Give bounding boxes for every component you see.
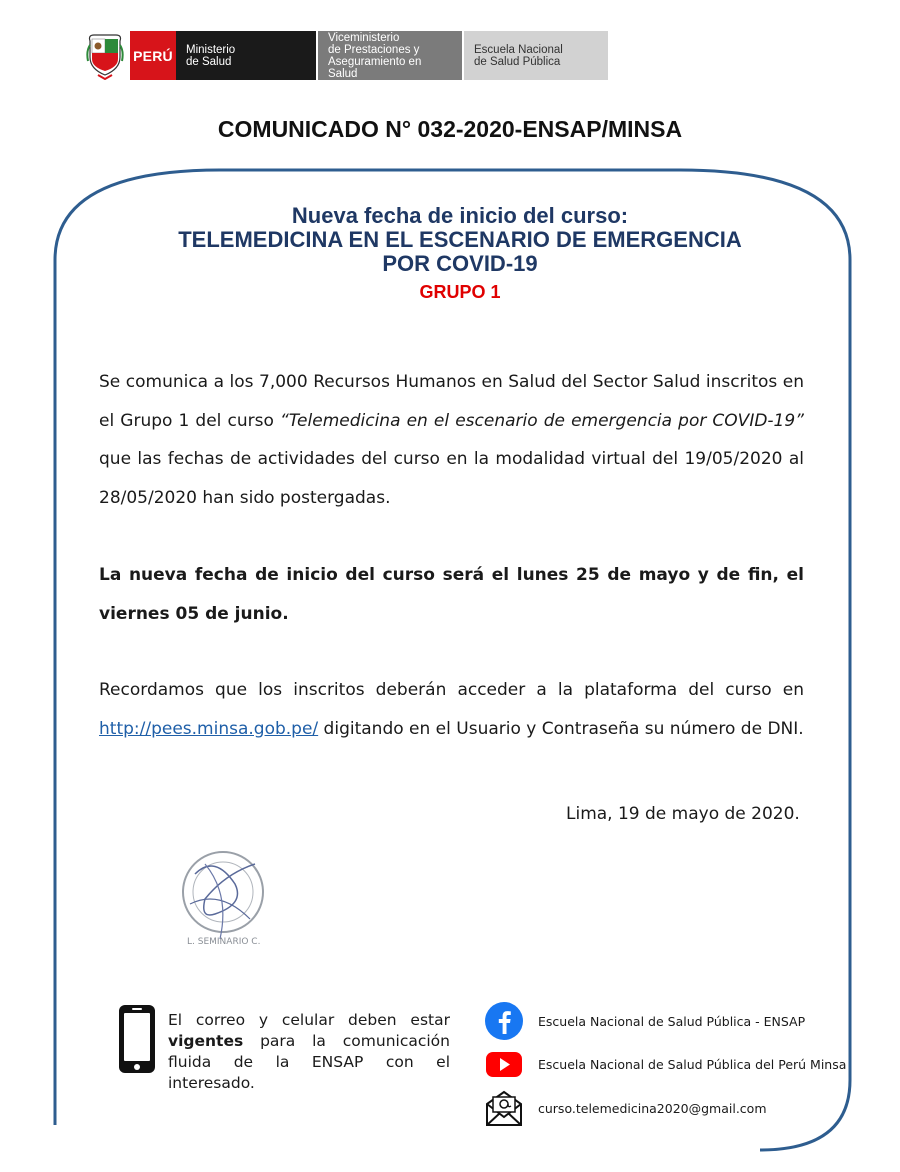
email-contact	[484, 1088, 767, 1128]
ministerio-logo: Ministerio de Salud	[176, 31, 316, 80]
header-logos	[86, 31, 608, 80]
title-line-1: Nueva fecha de inicio del curso:	[291, 203, 629, 228]
email-icon[interactable]	[484, 1088, 524, 1128]
youtube-label[interactable]: Escuela Nacional de Salud Pública del Perú Minsa	[538, 1056, 847, 1072]
email-address[interactable]: curso.telemedicina2020@gmail.com	[538, 1100, 767, 1116]
youtube-icon[interactable]	[484, 1044, 524, 1084]
paragraph-announcement: Se comunica a los 7,000 Recursos Humanos en Salud del Sector Salud inscritos en el Grupo 1 del curso “Telemedicina en el escenario de emergencia por COVID-19” que las fechas de actividades del curso en la modalidad virtual del 19/05/2020 al 28/05/2020 han sido postergadas.	[99, 372, 804, 508]
youtube-contact	[484, 1044, 846, 1084]
facebook-label[interactable]: Escuela Nacional de Salud Pública - ENSAP	[538, 1013, 806, 1029]
title-block	[70, 204, 850, 303]
date-signature: Lima, 19 de mayo de 2020.	[566, 804, 800, 824]
grupo-label: GRUPO 1	[419, 282, 501, 302]
mobile-phone-icon	[117, 1003, 157, 1075]
platform-link[interactable]: http://pees.minsa.gob.pe/	[99, 718, 319, 739]
peru-logo: PERÚ	[130, 31, 176, 80]
contact-note: El correo y celular deben estar vigentes para la comunicación fluida de la ENSAP con el interesado.	[168, 1011, 450, 1092]
comunicado-number: COMUNICADO N° 032-2020-ENSAP/MINSA	[217, 116, 683, 142]
paragraph-new-date: La nueva fecha de inicio del curso será el lunes 25 de mayo y de fin, el viernes 05 de junio.	[99, 565, 804, 624]
title-line-2: TELEMEDICINA EN EL ESCENARIO DE EMERGENCIA	[178, 227, 742, 252]
ensap-logo: Escuela Nacional de Salud Pública	[464, 31, 608, 80]
viceministerio-logo: Viceministerio de Prestaciones y Aseguramiento en Salud	[318, 31, 462, 80]
peru-coat-of-arms-icon	[86, 31, 124, 80]
course-name: “Telemedicina en el escenario de emergencia por COVID-19”	[279, 410, 804, 431]
official-seal-stamp	[175, 844, 275, 952]
facebook-contact	[484, 1001, 805, 1041]
title-line-3: POR COVID-19	[382, 251, 538, 276]
facebook-icon[interactable]	[484, 1001, 524, 1041]
svg-text:L. SEMINARIO C.: L. SEMINARIO C.	[187, 937, 261, 947]
paragraph-platform: Recordamos que los inscritos deberán acceder a la plataforma del curso en http://pees.minsa.gob.pe/ digitando en el Usuario y Contraseña su número de DNI.	[99, 680, 804, 739]
